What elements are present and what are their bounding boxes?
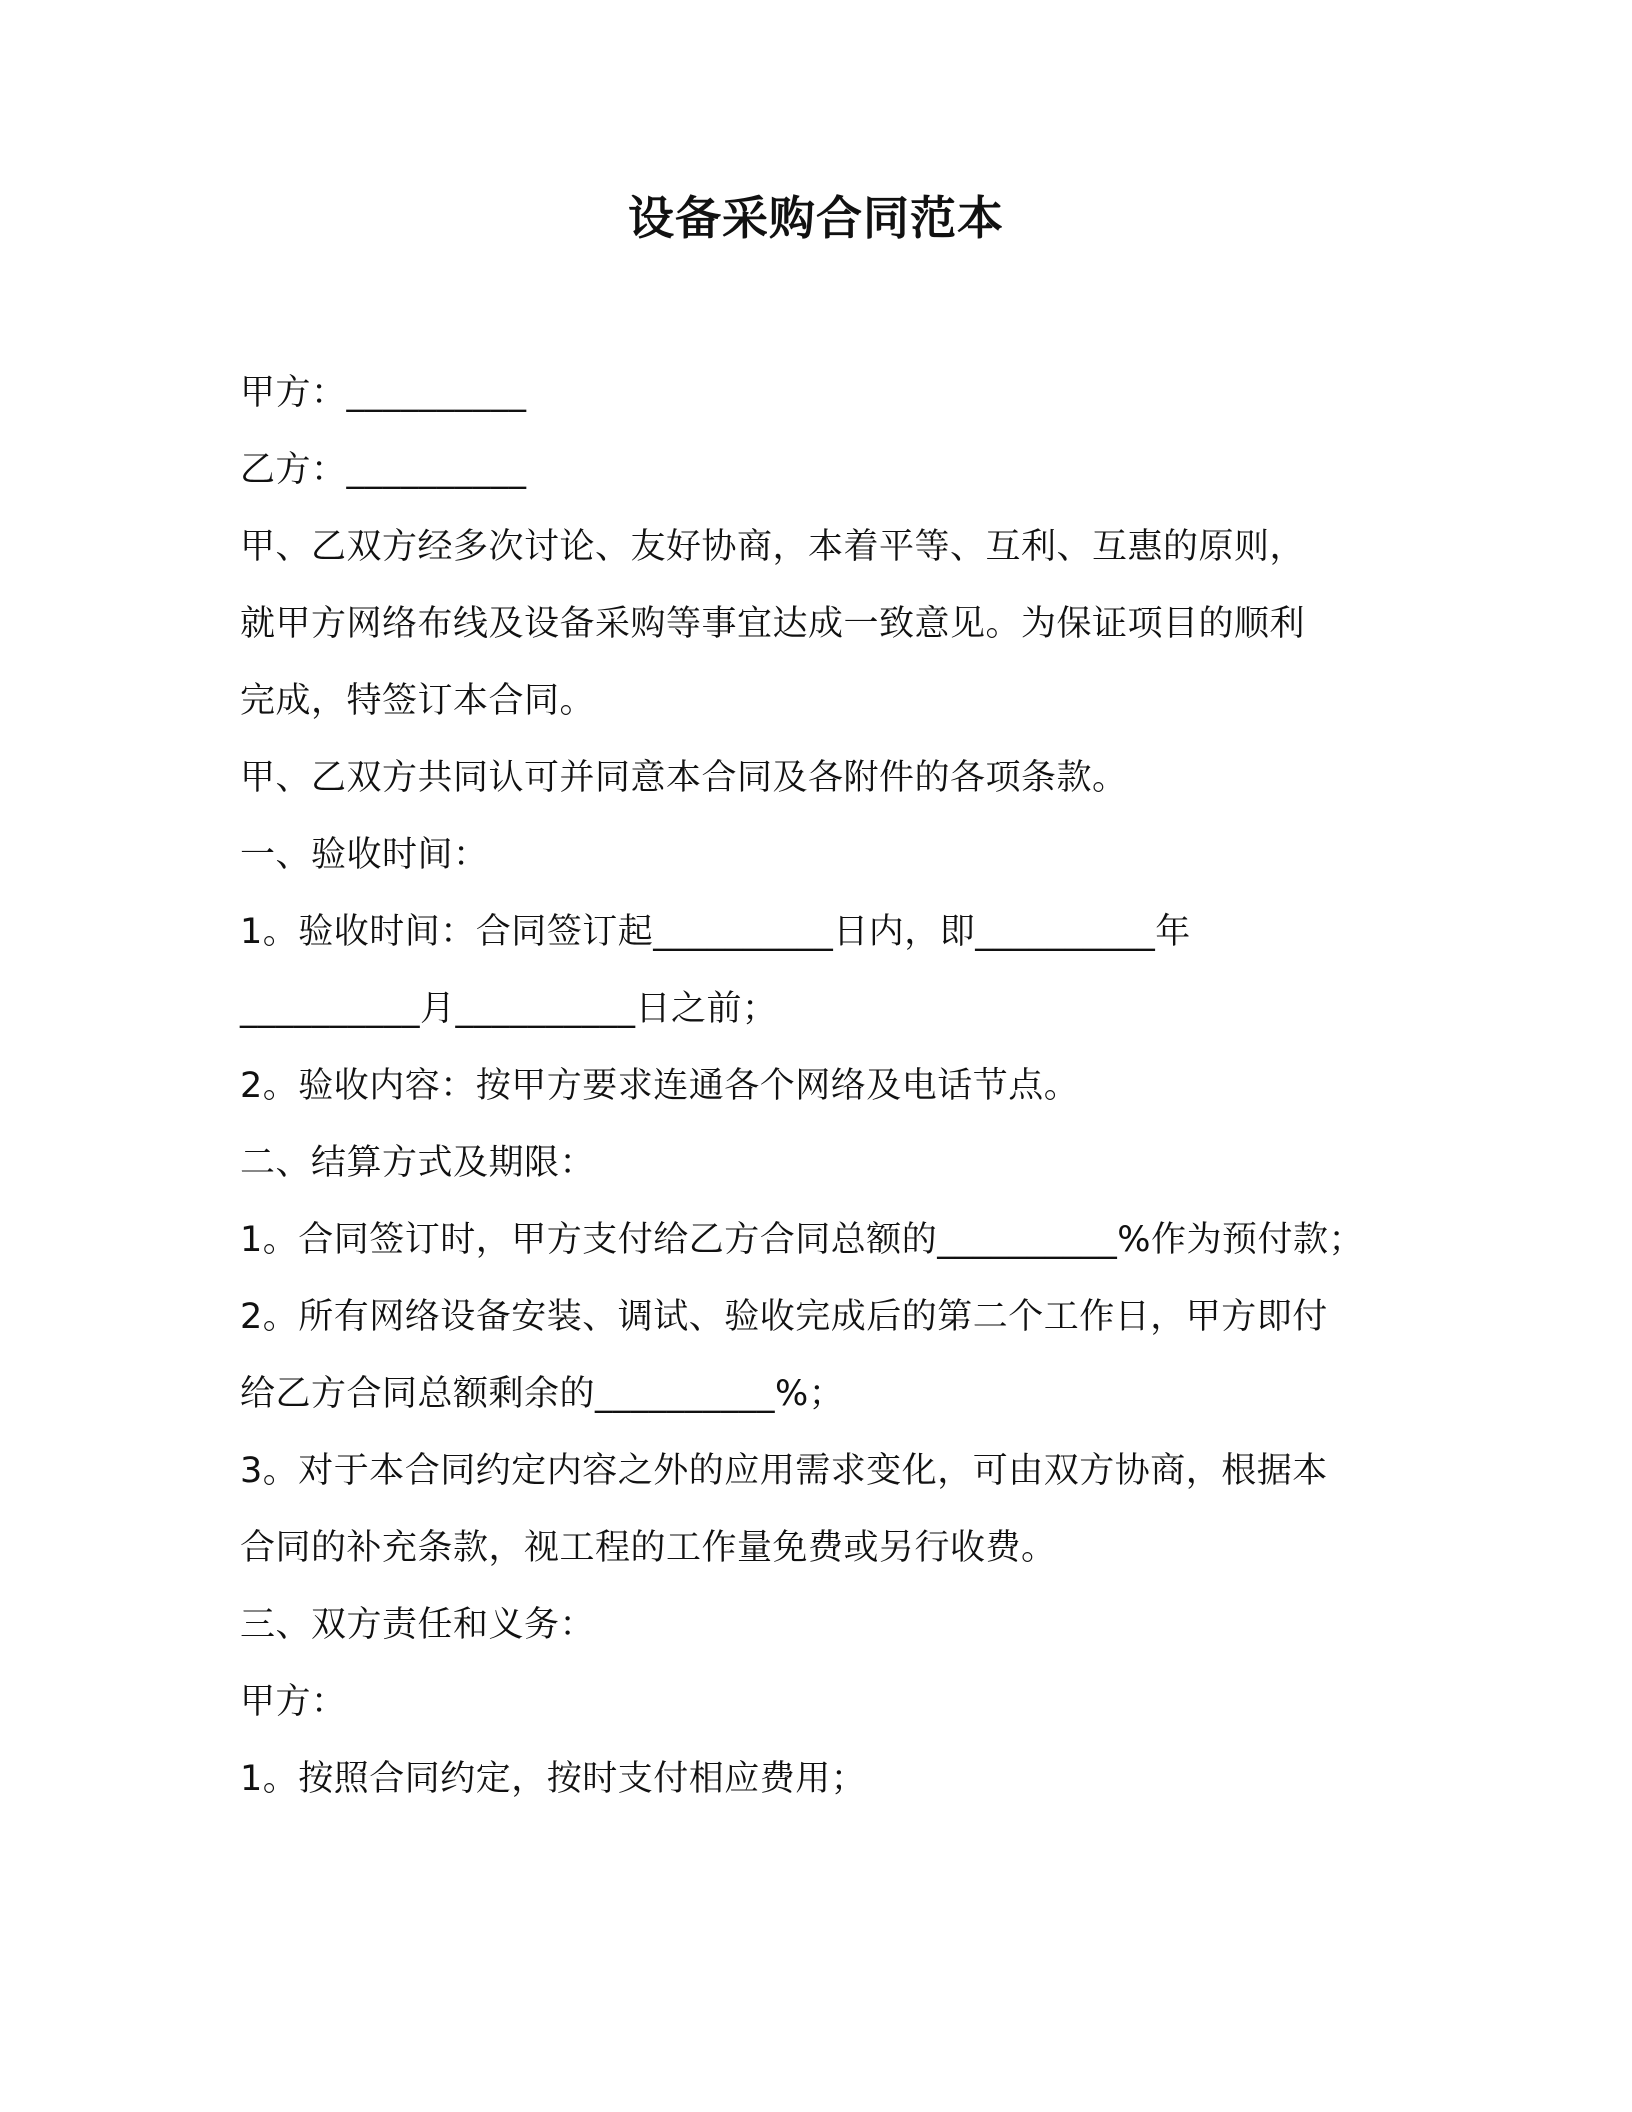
acceptance-content-line: 2。验收内容：按甲方要求连通各个网络及电话节点。 — [240, 1066, 1080, 1106]
party-a-line: 甲方：__________ — [240, 373, 527, 413]
party-a-duty-1: 1。按照合同约定，按时支付相应费用； — [240, 1759, 867, 1799]
section-heading-acceptance-time: 一、验收时间： — [240, 835, 489, 875]
section-heading-settlement: 二、结算方式及期限： — [240, 1143, 596, 1183]
settlement-item-2-line-2: 给乙方合同总额剩余的__________%； — [240, 1374, 845, 1414]
party-a-duties-heading: 甲方： — [240, 1682, 347, 1722]
agreement-line: 甲、乙双方共同认可并同意本合同及各附件的各项条款。 — [240, 758, 1128, 798]
settlement-item-2-line-1: 2。所有网络设备安装、调试、验收完成后的第二个工作日，甲方即付 — [240, 1297, 1328, 1337]
settlement-item-3-line-2: 合同的补充条款，视工程的工作量免费或另行收费。 — [240, 1528, 1057, 1568]
party-b-line: 乙方：__________ — [240, 450, 527, 490]
intro-line-1: 甲、乙双方经多次讨论、友好协商，本着平等、互利、互惠的原则， — [240, 527, 1306, 567]
settlement-item-3-line-1: 3。对于本合同约定内容之外的应用需求变化，可由双方协商，根据本 — [240, 1451, 1328, 1491]
acceptance-time-line-1: 1。验收时间：合同签订起__________日内，即__________年 — [240, 912, 1191, 952]
intro-line-3: 完成，特签订本合同。 — [240, 681, 596, 721]
intro-line-2: 就甲方网络布线及设备采购等事宜达成一致意见。为保证项目的顺利 — [240, 604, 1306, 644]
section-heading-responsibilities: 三、双方责任和义务： — [240, 1605, 596, 1645]
settlement-item-1: 1。合同签订时，甲方支付给乙方合同总额的__________%作为预付款； — [240, 1220, 1365, 1260]
acceptance-time-line-2: __________月__________日之前； — [240, 989, 778, 1029]
document-title: 设备采购合同范本 — [628, 191, 1004, 245]
